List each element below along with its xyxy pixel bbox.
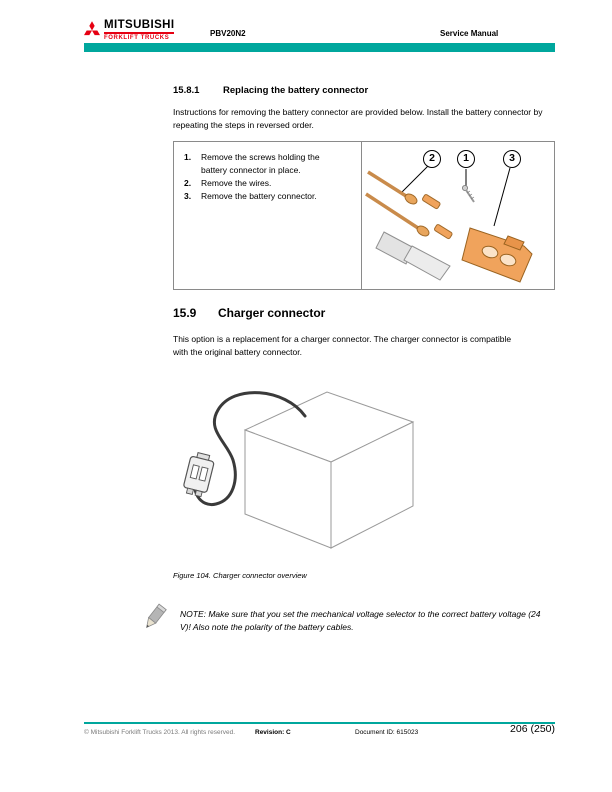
intro-paragraph-charger: This option is a replacement for a charger connector. The charger connector is compatible with the original battery connector. [173,334,512,357]
charger-connector-figure [175,372,455,568]
section-heading-replacing [173,85,368,96]
document-type: Service Manual [440,29,499,38]
instruction-step [184,151,355,177]
instruction-steps [174,142,361,289]
brand-subtitle: FORKLIFT TRUCKS [104,34,170,41]
brand-rule [104,32,174,34]
mitsubishi-logo [84,20,174,41]
callout-3: 3 [503,150,521,168]
mitsubishi-diamonds-icon [84,21,100,36]
footer-revision: Revision: C [255,729,291,736]
instruction-step [184,177,355,190]
figure-caption: Figure 104. Charger connector overview [173,571,307,580]
section-number: 15.8.1 [173,85,200,96]
note-block [141,603,542,634]
note-text: NOTE: Make sure that you set the mechanical voltage selector to the correct battery voltage (24 V)! Also note the polarity of the battery cables. [180,609,541,632]
step-text: Remove the battery connector. [201,191,317,201]
instruction-box [173,141,555,290]
step-number: 2. [184,178,192,188]
callout-2: 2 [423,150,441,168]
pencil-icon [141,603,167,633]
section-title: Replacing the battery connector [223,85,369,96]
step-number: 3. [184,191,192,201]
instruction-step [184,190,355,203]
battery-connector-figure [361,142,554,289]
section-heading-charger [173,306,325,320]
brand-name: MITSUBISHI [104,19,175,31]
document-code: PBV20N2 [210,29,246,38]
footer-page-number: 206 (250) [510,723,555,735]
charger-connector-illustration [175,372,455,568]
step-number: 1. [184,152,192,162]
section-number: 15.9 [173,306,197,320]
step-text: Remove the screws holding the battery connector in place. [201,152,320,175]
header-accent-bar [84,43,555,52]
footer-document-id: Document ID: 615023 [355,729,419,736]
footer-copyright: © Mitsubishi Forklift Trucks 2013. All rights reserved. [84,729,236,736]
step-text: Remove the wires. [201,178,272,188]
intro-paragraph-replacing: Instructions for removing the battery connector are provided below. Install the battery connector by repeating the steps in reversed order. [173,107,543,130]
callout-1: 1 [457,150,475,168]
section-title: Charger connector [218,306,326,320]
